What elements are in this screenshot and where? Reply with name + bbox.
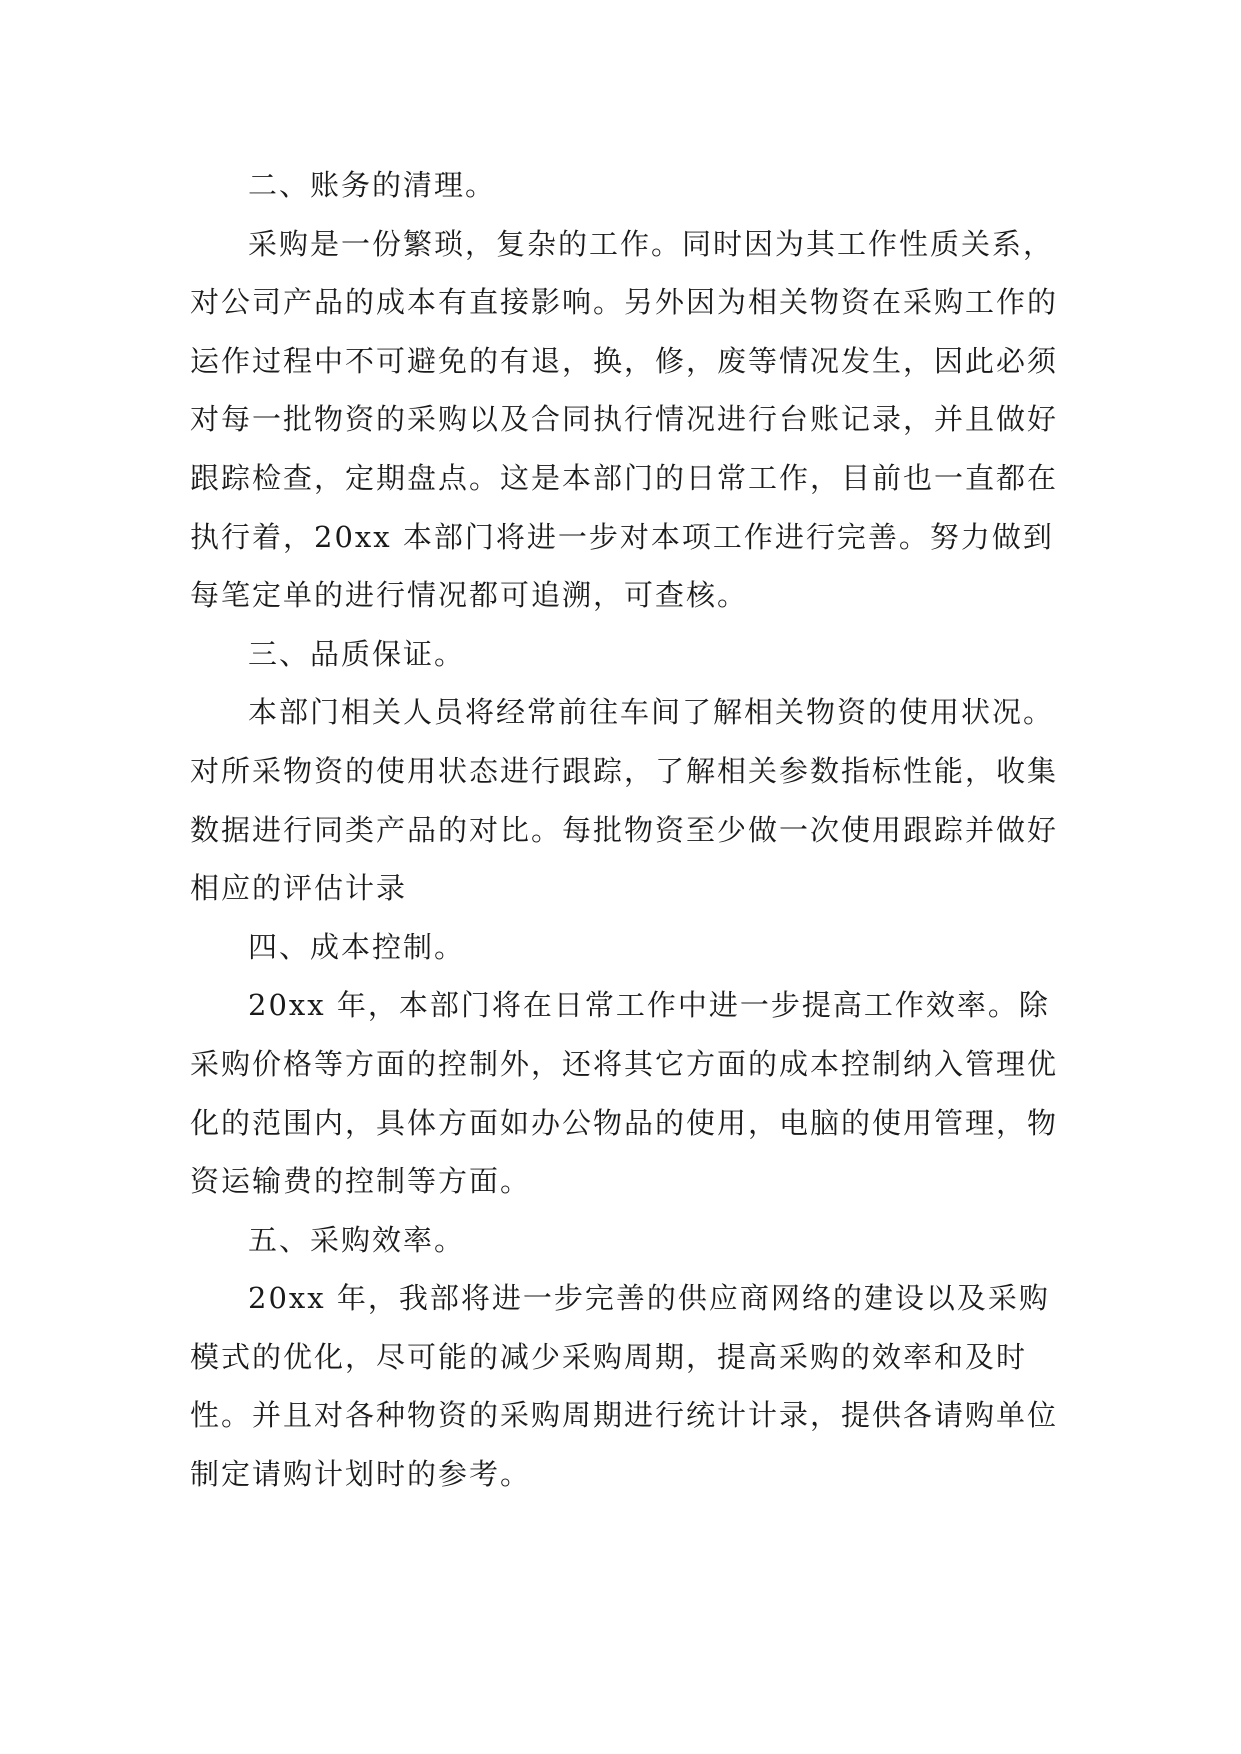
paragraph-procurement-efficiency: 20xx 年，我部将进一步完善的供应商网络的建设以及采购模式的优化，尽可能的减少采购周期，提高采购的效率和及时性。并且对各种物资的采购周期进行统计计录，提供各请购单位制定请购计划时的参考。	[190, 1281, 1059, 1492]
section-heading-2: 二、账务的清理。	[248, 168, 497, 202]
section-heading-4: 四、成本控制。	[248, 929, 466, 964]
section-heading-3: 三、品质保证。	[248, 636, 466, 671]
section-heading-5: 五、采购效率。	[248, 1222, 466, 1257]
paragraph-cost-control: 20xx 年，本部门将在日常工作中进一步提高工作效率。除采购价格等方面的控制外，还将其它方面的成本控制纳入管理优化的范围内，具体方面如办公物品的使用，电脑的使用管理，物资运输费的控制等方面。	[190, 988, 1059, 1199]
document-body	[190, 156, 1060, 1504]
paragraph-account-cleanup: 采购是一份繁琐，复杂的工作。同时因为其工作性质关系，对公司产品的成本有直接影响。另外因为相关物资在采购工作的运作过程中不可避免的有退，换，修，废等情况发生，因此必须对每一批物资的采购以及合同执行情况进行台账记录，并且做好跟踪检查，定期盘点。这是本部门的日常工作，目前也一直都在执行着，20xx 本部门将进一步对本项工作进行完善。努力做到每笔定单的进行情况都可追溯，可查核。	[190, 226, 1059, 613]
paragraph-quality-assurance: 本部门相关人员将经常前往车间了解相关物资的使用状况。对所采物资的使用状态进行跟踪，了解相关参数指标性能，收集数据进行同类产品的对比。每批物资至少做一次使用跟踪并做好相应的评估计录	[190, 695, 1059, 906]
